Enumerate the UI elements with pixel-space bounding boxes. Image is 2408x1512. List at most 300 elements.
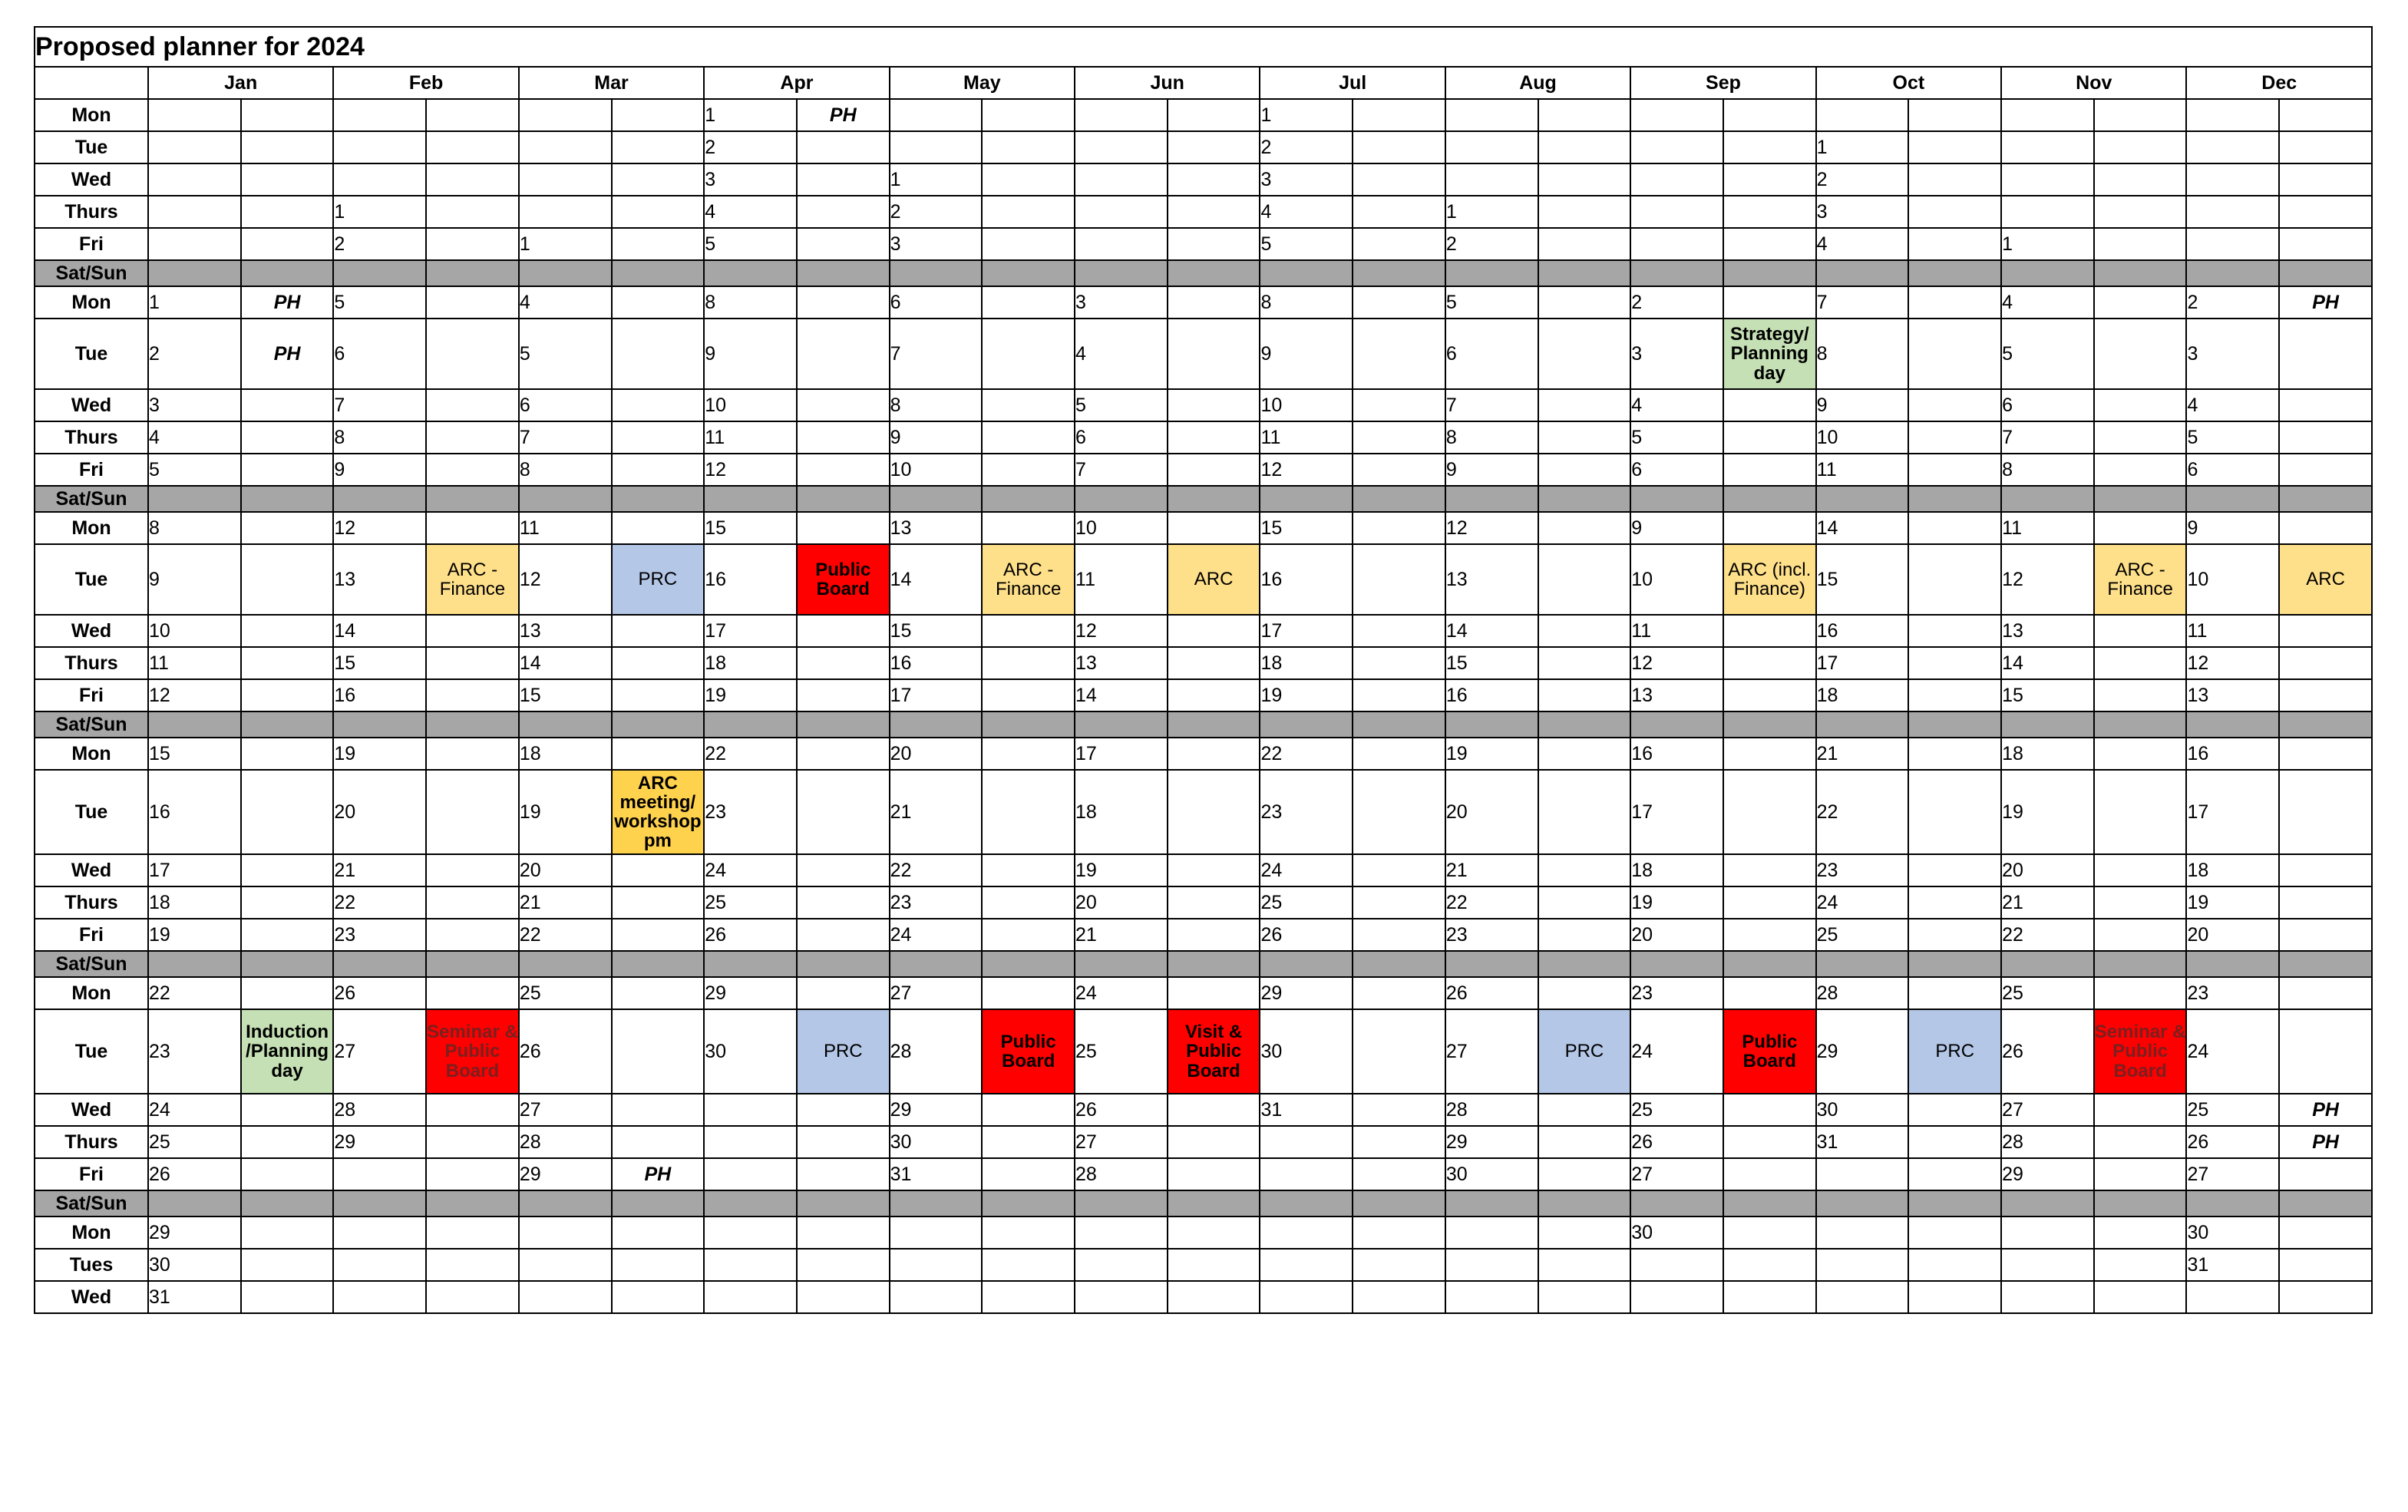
empty-cell	[1168, 647, 1260, 679]
date-number: 20	[890, 738, 983, 770]
event-cell[interactable]: ARC (incl. Finance)	[1723, 544, 1816, 615]
empty-cell	[1168, 163, 1260, 196]
event-cell[interactable]: PH	[797, 99, 890, 131]
event-cell[interactable]: Public Board	[1723, 1009, 1816, 1094]
empty-cell	[1168, 738, 1260, 770]
empty-cell	[982, 679, 1075, 711]
row-label-thurs: Thurs	[35, 421, 148, 454]
empty-cell	[2279, 615, 2372, 647]
empty-cell	[426, 1249, 519, 1281]
empty-cell	[1353, 544, 1445, 615]
row-label-tues: Tues	[35, 1249, 148, 1281]
empty-cell	[2094, 512, 2187, 544]
date-number: 12	[1075, 615, 1168, 647]
row-label-wed: Wed	[35, 1094, 148, 1126]
empty-cell	[612, 131, 705, 163]
empty-cell	[797, 615, 890, 647]
weekend-band-cell	[890, 260, 983, 286]
empty-cell	[241, 1126, 334, 1158]
date-number: 24	[2186, 1009, 2279, 1094]
empty-cell	[1168, 919, 1260, 951]
date-number	[333, 131, 426, 163]
date-number: 19	[148, 919, 241, 951]
event-cell[interactable]: PH	[241, 286, 334, 319]
date-number: 1	[890, 163, 983, 196]
empty-cell	[1353, 647, 1445, 679]
date-number: 11	[1816, 454, 1909, 486]
date-number: 1	[1816, 131, 1909, 163]
date-number: 12	[333, 512, 426, 544]
date-number: 18	[1075, 770, 1168, 854]
date-number: 3	[1816, 196, 1909, 228]
weekend-band-cell	[148, 486, 241, 512]
empty-cell	[1723, 454, 1816, 486]
month-header-mar: Mar	[519, 67, 704, 99]
date-number	[519, 196, 612, 228]
date-number: 25	[148, 1126, 241, 1158]
weekend-band-cell	[1630, 1190, 1723, 1217]
empty-cell	[1723, 1249, 1816, 1281]
weekend-band-cell	[1075, 1190, 1168, 1217]
empty-cell	[1723, 1217, 1816, 1249]
weekend-band-cell	[1445, 711, 1538, 738]
empty-cell	[1168, 421, 1260, 454]
empty-cell	[1538, 919, 1631, 951]
empty-cell	[1538, 1281, 1631, 1313]
empty-cell	[1353, 977, 1445, 1009]
date-number	[1445, 131, 1538, 163]
date-number: 30	[1816, 1094, 1909, 1126]
date-number: 31	[1816, 1126, 1909, 1158]
empty-cell	[241, 131, 334, 163]
empty-cell	[797, 1094, 890, 1126]
date-number: 30	[148, 1249, 241, 1281]
empty-cell	[1908, 454, 2001, 486]
weekend-band-cell	[148, 260, 241, 286]
empty-cell	[612, 286, 705, 319]
row-label-wed: Wed	[35, 1281, 148, 1313]
empty-cell	[1168, 854, 1260, 886]
date-number: 21	[2001, 886, 2094, 919]
date-number: 27	[1445, 1009, 1538, 1094]
event-cell[interactable]: PRC	[1538, 1009, 1631, 1094]
empty-cell	[241, 421, 334, 454]
row-label-weekend: Sat/Sun	[35, 951, 148, 977]
row-label-fri: Fri	[35, 919, 148, 951]
date-number: 2	[704, 131, 797, 163]
date-number: 20	[2186, 919, 2279, 951]
event-cell[interactable]: Induction /Planning day	[241, 1009, 334, 1094]
date-number: 8	[1260, 286, 1353, 319]
weekend-band-cell	[1908, 951, 2001, 977]
date-number: 1	[148, 286, 241, 319]
empty-cell	[797, 1158, 890, 1190]
weekend-band-cell	[333, 260, 426, 286]
empty-cell	[1723, 615, 1816, 647]
weekend-band-cell	[1630, 260, 1723, 286]
empty-cell	[1723, 228, 1816, 260]
empty-cell	[2279, 679, 2372, 711]
date-number	[519, 163, 612, 196]
date-number: 11	[519, 512, 612, 544]
weekend-band-cell	[2001, 711, 2094, 738]
date-number: 17	[148, 854, 241, 886]
empty-cell	[1353, 1094, 1445, 1126]
empty-cell	[241, 738, 334, 770]
date-number: 13	[333, 544, 426, 615]
date-number	[1816, 99, 1909, 131]
event-cell[interactable]: Public Board	[797, 544, 890, 615]
date-number: 5	[519, 319, 612, 389]
weekend-band-cell	[890, 951, 983, 977]
date-number: 23	[333, 919, 426, 951]
empty-cell	[2094, 770, 2187, 854]
empty-cell	[2279, 977, 2372, 1009]
empty-cell	[982, 854, 1075, 886]
weekend-band-cell	[1723, 260, 1816, 286]
weekend-band-cell	[333, 711, 426, 738]
date-number: 11	[1630, 615, 1723, 647]
event-cell[interactable]: PRC	[1908, 1009, 2001, 1094]
empty-cell	[1908, 1158, 2001, 1190]
event-cell[interactable]: PRC	[797, 1009, 890, 1094]
empty-cell	[241, 770, 334, 854]
date-number: 15	[1445, 647, 1538, 679]
date-number: 31	[148, 1281, 241, 1313]
date-number: 6	[890, 286, 983, 319]
empty-cell	[1723, 854, 1816, 886]
weekend-band-cell	[982, 260, 1075, 286]
date-number: 30	[704, 1009, 797, 1094]
weekend-band-cell	[797, 711, 890, 738]
empty-cell	[426, 679, 519, 711]
weekend-band-cell	[1816, 1190, 1909, 1217]
date-number: 22	[519, 919, 612, 951]
empty-cell	[1908, 738, 2001, 770]
empty-cell	[797, 854, 890, 886]
date-number: 1	[519, 228, 612, 260]
empty-cell	[1908, 647, 2001, 679]
empty-cell	[982, 421, 1075, 454]
date-number: 8	[1445, 421, 1538, 454]
empty-cell	[797, 512, 890, 544]
date-number: 31	[2186, 1249, 2279, 1281]
event-cell[interactable]: Strategy/ Planning day	[1723, 319, 1816, 389]
date-number	[890, 1217, 983, 1249]
empty-cell	[426, 228, 519, 260]
empty-cell	[2094, 421, 2187, 454]
date-number: 17	[1630, 770, 1723, 854]
empty-cell	[2094, 228, 2187, 260]
date-number	[704, 1217, 797, 1249]
date-number: 7	[333, 389, 426, 421]
date-number: 13	[519, 615, 612, 647]
empty-cell	[1353, 854, 1445, 886]
date-number: 27	[1630, 1158, 1723, 1190]
empty-cell	[241, 977, 334, 1009]
date-number: 26	[519, 1009, 612, 1094]
empty-cell	[1723, 99, 1816, 131]
event-cell[interactable]: PH	[2279, 1126, 2372, 1158]
empty-cell	[1538, 1217, 1631, 1249]
date-number: 18	[519, 738, 612, 770]
date-number: 28	[1075, 1158, 1168, 1190]
date-number: 27	[333, 1009, 426, 1094]
page-title: Proposed planner for 2024	[35, 27, 2372, 67]
weekend-band-cell	[1538, 260, 1631, 286]
weekend-band-cell	[1075, 486, 1168, 512]
weekend-band-cell	[2001, 486, 2094, 512]
weekend-band-cell	[1816, 260, 1909, 286]
empty-cell	[426, 1126, 519, 1158]
date-number	[890, 1281, 983, 1313]
date-number: 13	[1075, 647, 1168, 679]
weekend-band-cell	[426, 260, 519, 286]
weekend-band-cell	[1908, 1190, 2001, 1217]
empty-cell	[1353, 389, 1445, 421]
event-cell[interactable]: ARC - Finance	[982, 544, 1075, 615]
date-number: 3	[2186, 319, 2279, 389]
date-number: 18	[704, 647, 797, 679]
row-label-thurs: Thurs	[35, 886, 148, 919]
date-number: 29	[1260, 977, 1353, 1009]
weekend-band-cell	[704, 711, 797, 738]
date-number: 21	[519, 886, 612, 919]
row-label-tue: Tue	[35, 319, 148, 389]
row-label-fri: Fri	[35, 228, 148, 260]
date-number: 12	[519, 544, 612, 615]
empty-cell	[982, 1281, 1075, 1313]
date-number: 9	[1816, 389, 1909, 421]
date-number: 17	[1816, 647, 1909, 679]
weekend-band-cell	[1723, 1190, 1816, 1217]
date-number: 28	[1445, 1094, 1538, 1126]
date-number: 17	[704, 615, 797, 647]
empty-cell	[2279, 512, 2372, 544]
empty-cell	[426, 647, 519, 679]
weekend-band-cell	[333, 486, 426, 512]
date-number: 24	[1816, 886, 1909, 919]
date-number: 1	[704, 99, 797, 131]
date-number: 19	[1075, 854, 1168, 886]
empty-cell	[2094, 615, 2187, 647]
empty-cell	[1353, 196, 1445, 228]
empty-cell	[1168, 454, 1260, 486]
empty-cell	[1168, 1281, 1260, 1313]
date-number	[1075, 228, 1168, 260]
empty-cell	[1908, 615, 2001, 647]
weekend-band-cell	[2279, 260, 2372, 286]
date-number: 2	[1630, 286, 1723, 319]
empty-cell	[1538, 454, 1631, 486]
row-label-mon: Mon	[35, 1217, 148, 1249]
row-label-weekend: Sat/Sun	[35, 260, 148, 286]
empty-cell	[1908, 319, 2001, 389]
date-number: 4	[1816, 228, 1909, 260]
date-number	[704, 1126, 797, 1158]
date-number: 23	[2186, 977, 2279, 1009]
event-cell[interactable]: PH	[2279, 1094, 2372, 1126]
event-cell[interactable]: Seminar & Public Board	[2094, 1009, 2187, 1094]
date-number	[148, 99, 241, 131]
empty-cell	[241, 615, 334, 647]
date-number: 15	[333, 647, 426, 679]
empty-cell	[1538, 977, 1631, 1009]
empty-cell	[1168, 319, 1260, 389]
weekend-band-cell	[704, 951, 797, 977]
date-number	[148, 196, 241, 228]
event-cell[interactable]: PH	[612, 1158, 705, 1190]
date-number: 18	[2186, 854, 2279, 886]
empty-cell	[1353, 1009, 1445, 1094]
date-number: 22	[148, 977, 241, 1009]
empty-cell	[1908, 1281, 2001, 1313]
date-number	[333, 163, 426, 196]
date-number: 20	[1445, 770, 1538, 854]
date-number	[1630, 131, 1723, 163]
weekend-band-cell	[890, 1190, 983, 1217]
weekend-band-cell	[426, 951, 519, 977]
empty-cell	[1353, 679, 1445, 711]
date-number: 27	[519, 1094, 612, 1126]
event-cell[interactable]: ARC	[1168, 544, 1260, 615]
weekend-band-cell	[426, 486, 519, 512]
weekend-band-cell	[2279, 1190, 2372, 1217]
date-number	[1630, 1249, 1723, 1281]
date-number	[2001, 1249, 2094, 1281]
empty-cell	[2094, 1126, 2187, 1158]
row-label-wed: Wed	[35, 389, 148, 421]
event-cell[interactable]: ARC - Finance	[426, 544, 519, 615]
event-cell[interactable]: Public Board	[982, 1009, 1075, 1094]
empty-cell	[982, 647, 1075, 679]
date-number: 19	[1260, 679, 1353, 711]
event-cell[interactable]: ARC	[2279, 544, 2372, 615]
date-number: 2	[1260, 131, 1353, 163]
empty-cell	[241, 512, 334, 544]
empty-cell	[1353, 770, 1445, 854]
date-number: 14	[1445, 615, 1538, 647]
date-number	[1075, 1281, 1168, 1313]
empty-cell	[2094, 389, 2187, 421]
date-number	[1445, 99, 1538, 131]
weekend-band-cell	[1353, 260, 1445, 286]
date-number: 25	[1816, 919, 1909, 951]
date-number: 24	[148, 1094, 241, 1126]
empty-cell	[1168, 886, 1260, 919]
empty-cell	[797, 319, 890, 389]
date-number: 4	[704, 196, 797, 228]
empty-cell	[2279, 228, 2372, 260]
empty-cell	[426, 389, 519, 421]
empty-cell	[2094, 163, 2187, 196]
empty-cell	[2279, 196, 2372, 228]
empty-cell	[1908, 679, 2001, 711]
month-header-oct: Oct	[1816, 67, 2001, 99]
date-number	[519, 1249, 612, 1281]
date-number: 2	[148, 319, 241, 389]
empty-cell	[612, 319, 705, 389]
date-number	[148, 228, 241, 260]
empty-cell	[426, 454, 519, 486]
empty-cell	[1168, 131, 1260, 163]
date-number: 10	[1630, 544, 1723, 615]
empty-cell	[797, 196, 890, 228]
empty-cell	[612, 196, 705, 228]
event-cell[interactable]: Visit & Public Board	[1168, 1009, 1260, 1094]
date-number: 16	[1816, 615, 1909, 647]
date-number: 29	[519, 1158, 612, 1190]
weekend-band-cell	[2001, 260, 2094, 286]
date-number: 10	[890, 454, 983, 486]
weekend-band-cell	[612, 1190, 705, 1217]
date-number: 4	[1260, 196, 1353, 228]
date-number: 8	[1816, 319, 1909, 389]
date-number: 30	[1630, 1217, 1723, 1249]
empty-cell	[426, 196, 519, 228]
empty-cell	[1538, 1126, 1631, 1158]
empty-cell	[982, 919, 1075, 951]
weekend-band-cell	[797, 260, 890, 286]
empty-cell	[2094, 1249, 2187, 1281]
date-number: 10	[1075, 512, 1168, 544]
empty-cell	[1908, 99, 2001, 131]
weekend-band-cell	[2094, 951, 2187, 977]
empty-cell	[612, 163, 705, 196]
empty-cell	[1908, 131, 2001, 163]
empty-cell	[612, 854, 705, 886]
weekend-band-cell	[1630, 951, 1723, 977]
empty-cell	[1723, 163, 1816, 196]
weekend-band-cell	[519, 260, 612, 286]
date-number: 8	[2001, 454, 2094, 486]
row-label-thurs: Thurs	[35, 647, 148, 679]
event-cell[interactable]: Seminar & Public Board	[426, 1009, 519, 1094]
event-cell[interactable]: PH	[2279, 286, 2372, 319]
empty-cell	[426, 1217, 519, 1249]
weekend-band-cell	[519, 711, 612, 738]
empty-cell	[1723, 679, 1816, 711]
empty-cell	[1538, 738, 1631, 770]
weekend-band-cell	[2094, 711, 2187, 738]
empty-cell	[2094, 919, 2187, 951]
empty-cell	[982, 228, 1075, 260]
date-number: 19	[2186, 886, 2279, 919]
date-number: 11	[2186, 615, 2279, 647]
empty-cell	[1723, 647, 1816, 679]
date-number: 5	[1075, 389, 1168, 421]
weekend-band-cell	[1723, 951, 1816, 977]
event-cell[interactable]: ARC - Finance	[2094, 544, 2187, 615]
empty-cell	[1908, 1126, 2001, 1158]
empty-cell	[982, 1126, 1075, 1158]
empty-cell	[1538, 1094, 1631, 1126]
empty-cell	[1538, 163, 1631, 196]
year-planner-table	[34, 26, 2373, 1314]
event-cell[interactable]: PH	[241, 319, 334, 389]
date-number: 12	[148, 679, 241, 711]
date-number: 27	[2001, 1094, 2094, 1126]
weekend-band-cell	[1816, 711, 1909, 738]
date-number: 24	[704, 854, 797, 886]
date-number	[1260, 1217, 1353, 1249]
weekend-band-cell	[241, 260, 334, 286]
event-cell[interactable]: ARC meeting/ workshop pm	[612, 770, 705, 854]
date-number: 15	[2001, 679, 2094, 711]
event-cell[interactable]: PRC	[612, 544, 705, 615]
empty-cell	[241, 544, 334, 615]
date-number: 23	[1260, 770, 1353, 854]
